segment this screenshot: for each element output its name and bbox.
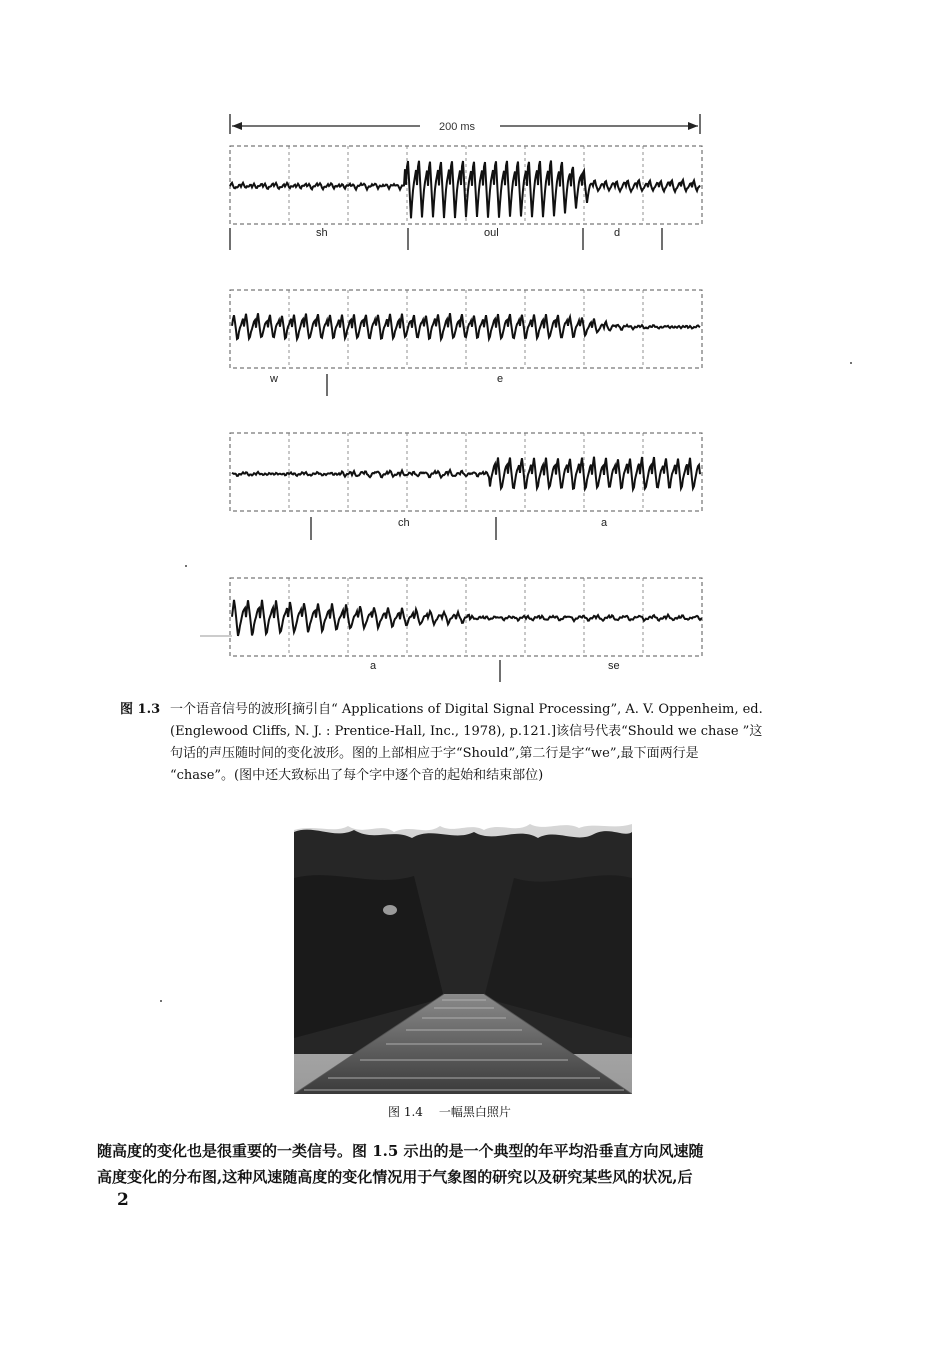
segment-label: sh <box>316 227 328 239</box>
page-number: 2 <box>117 1190 129 1210</box>
waveform-trace <box>230 161 700 219</box>
segment-label: a <box>370 660 377 672</box>
segment-label: oul <box>484 227 499 239</box>
segment-label: w <box>270 373 278 385</box>
waveform-trace <box>232 600 702 636</box>
waveform-row-chase-2 <box>200 578 702 682</box>
scan-speck <box>185 565 187 567</box>
body-paragraph <box>97 1138 837 1190</box>
segment-label: se <box>608 660 620 672</box>
caption-line: 句话的声压随时间的变化波形。图的上部相应于字“Should”,第二行是字“we”,最下面两行是 <box>170 746 699 761</box>
caption-line: (Englewood Cliffs, N. J. : Prentice-Hall, Inc., 1978), p.121.]该信号代表“Should we chase ”这 <box>170 724 763 739</box>
black-white-photo <box>294 818 632 1094</box>
segment-label: a <box>601 517 608 529</box>
waveform-row-chase-1 <box>230 433 702 540</box>
figure-1-3-caption <box>170 699 830 787</box>
segment-label: e <box>497 373 504 385</box>
figure-1-3-label: 图 1.3 <box>120 702 161 717</box>
figure-1-4-label: 图 1.4 <box>388 1105 423 1119</box>
caption-line: 一个语音信号的波形[摘引自“ Applications of Digital Signal Processing”, A. V. Oppenheim, ed. <box>170 702 763 717</box>
scale-label: 200 ms <box>438 121 476 133</box>
figure-1-4-text: 一幅黑白照片 <box>438 1105 511 1119</box>
figure-1-4-caption <box>388 1101 511 1123</box>
caption-line: “chase”。(图中还大致标出了每个字中逐个音的起始和结束部位) <box>170 768 544 783</box>
waveform-trace <box>232 457 700 490</box>
scan-speck <box>160 1000 162 1002</box>
waveform-row-should <box>230 146 702 250</box>
scan-speck <box>850 362 852 364</box>
segment-label: d <box>614 227 621 239</box>
body-line: 高度变化的分布图,这种风速随高度的变化情况用于气象图的研究以及研究某些风的状况,后 <box>97 1168 693 1186</box>
body-line: 随高度的变化也是很重要的一类信号。图 1.5 示出的是一个典型的年平均沿垂直方向风速随 <box>97 1142 704 1160</box>
waveform-row-we <box>230 290 702 396</box>
segment-label: ch <box>398 517 410 529</box>
